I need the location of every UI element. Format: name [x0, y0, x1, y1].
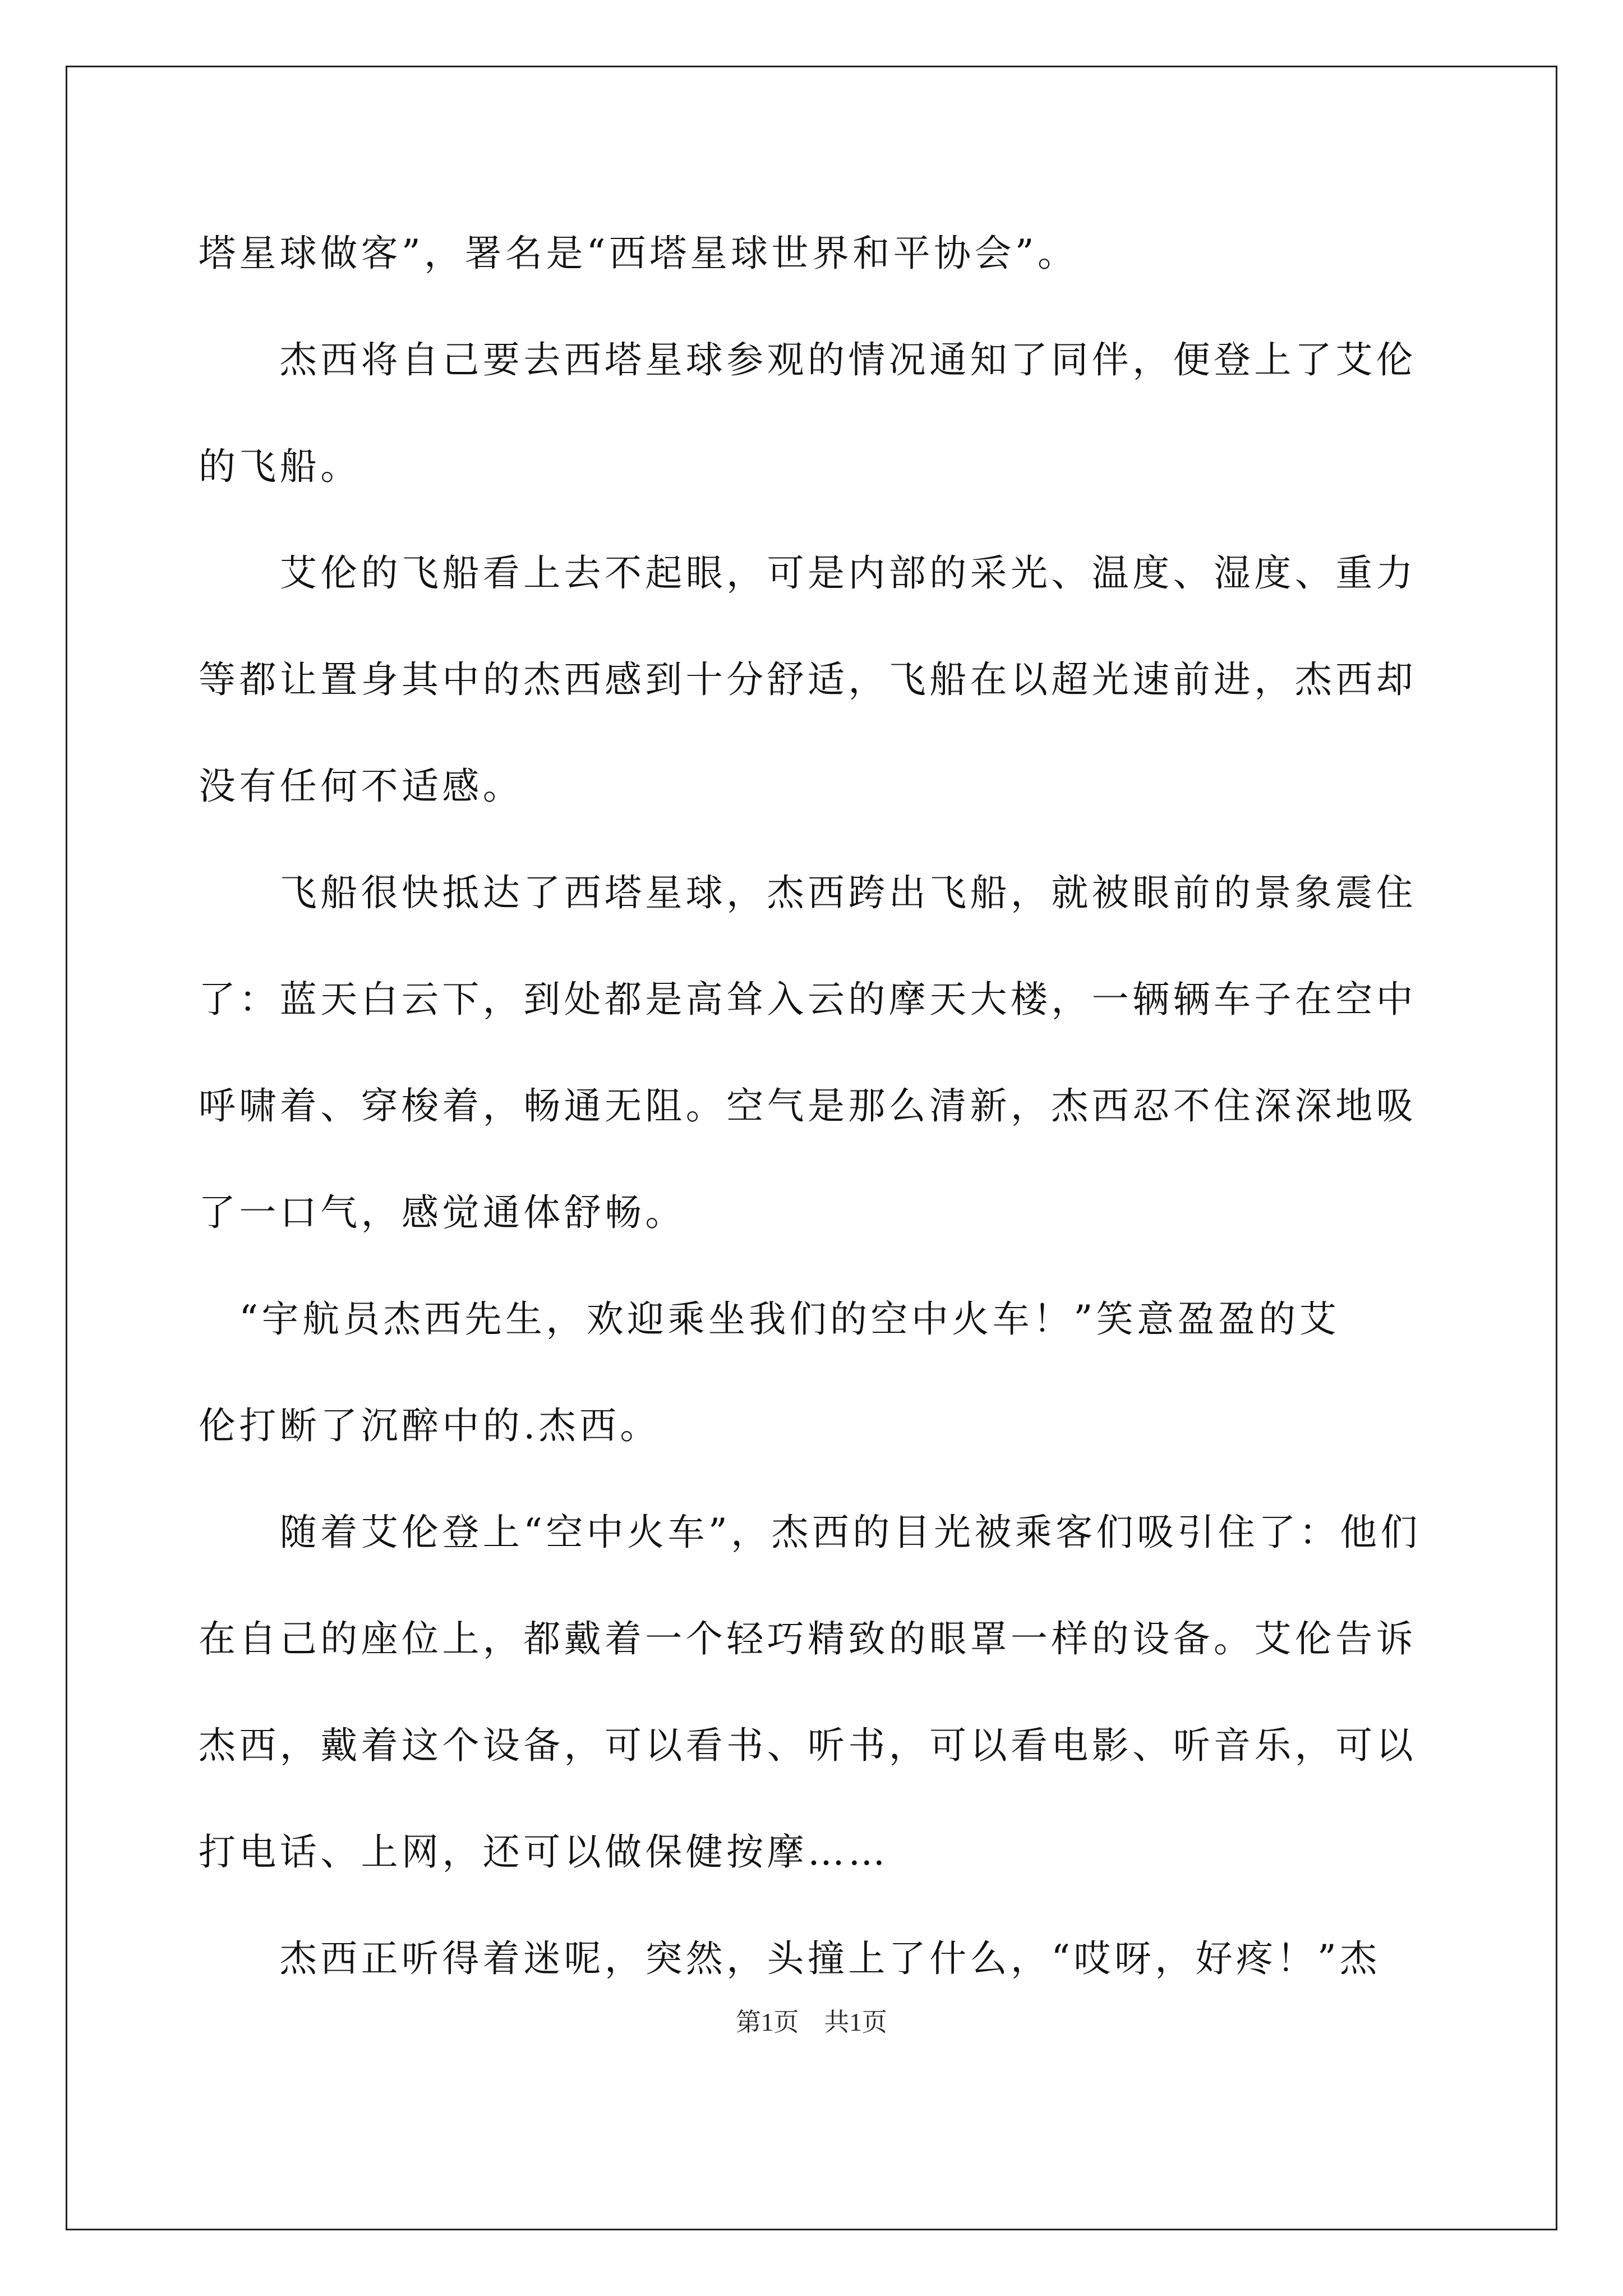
- text-line: 杰西，戴着这个设备，可以看书、听书，可以看电影、听音乐，可以: [199, 1724, 1417, 1767]
- text-line: 艾伦的飞船看上去不起眼，可是内部的采光、温度、湿度、重力: [199, 551, 1417, 595]
- text-line: 随着艾伦登上“空中火车”，杰西的目光被乘客们吸引住了：他们: [199, 1511, 1421, 1554]
- text-line: 了一口气，感觉通体舒畅。: [199, 1191, 686, 1234]
- text-line: 等都让置身其中的杰西感到十分舒适，飞船在以超光速前进，杰西却: [199, 658, 1417, 701]
- text-line: 飞船很快抵达了西塔星球，杰西跨出飞船，就被眼前的景象震住: [199, 871, 1417, 914]
- text-line: 没有任何不适感。: [199, 765, 524, 808]
- text-line: 塔星球做客”，署名是“西塔星球世界和平协会”。: [199, 232, 1078, 275]
- text-line: 杰西正听得着迷呢，突然，头撞上了什么，“哎呀，好疼！”杰: [199, 1937, 1381, 1980]
- page-number: 第1页 共1页: [735, 2008, 887, 2036]
- document-body: [199, 200, 1427, 2012]
- text-line: 呼啸着、穿梭着，畅通无阻。空气是那么清新，杰西忍不住深深地吸: [199, 1084, 1417, 1128]
- text-line: 的飞船。: [199, 445, 361, 488]
- page-footer: [0, 2001, 1623, 2038]
- text-line: “宇航员杰西先生，欢迎乘坐我们的空中火车！”笑意盈盈的艾: [199, 1297, 1340, 1341]
- text-line: 了：蓝天白云下，到处都是高耸入云的摩天大楼，一辆辆车子在空中: [199, 978, 1417, 1021]
- text-line: 打电话、上网，还可以做保健按摩……: [199, 1830, 889, 1874]
- text-line: 在自己的座位上，都戴着一个轻巧精致的眼罩一样的设备。艾伦告诉: [199, 1617, 1417, 1660]
- text-line: 杰西将自己要去西塔星球参观的情况通知了同伴，便登上了艾伦: [199, 338, 1417, 381]
- text-line: 伦打断了沉醉中的.杰西。: [199, 1404, 661, 1447]
